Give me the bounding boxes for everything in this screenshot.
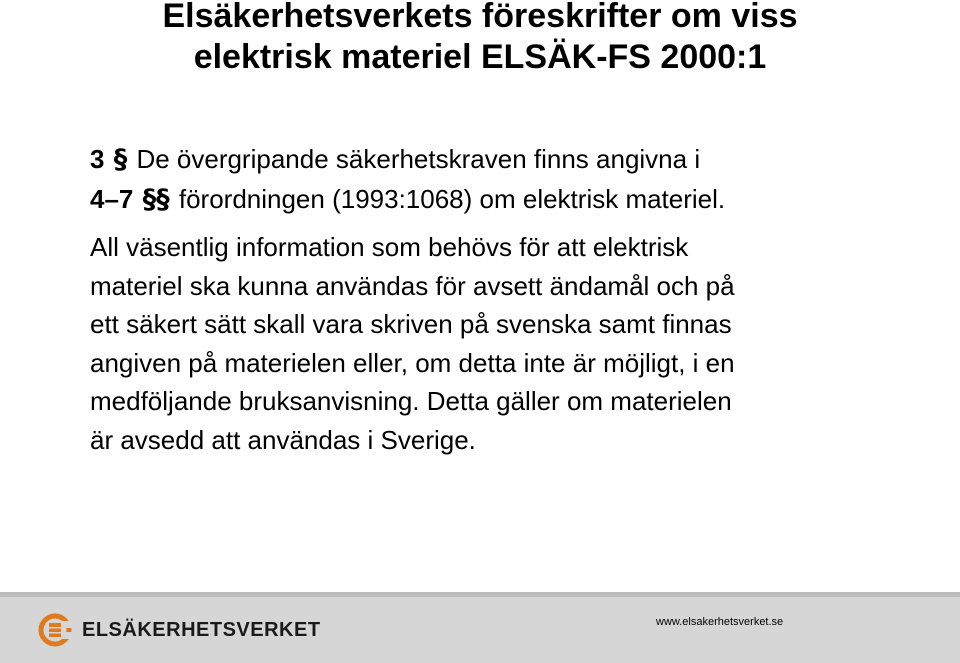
- body-line: materiel ska kunna användas för avsett ändamål och på: [90, 270, 735, 301]
- body-line: ett säkert sätt skall vara skriven på svenska samt finnas: [90, 309, 732, 339]
- paragraph-sign: §: [113, 144, 128, 175]
- elsakerhetsverket-logo-icon: [38, 613, 72, 647]
- logo-text: ELSÄKERHETSVERKET: [82, 618, 321, 641]
- section-number: 3: [90, 144, 105, 174]
- body-line: angiven på materielen eller, om detta inte är möjligt, i en: [90, 347, 735, 378]
- title-line-1: Elsäkerhetsverkets föreskrifter om viss: [162, 0, 798, 35]
- section-number: 4–7: [90, 184, 134, 214]
- body-line: All väsentlig information som behövs för att elektrisk: [90, 232, 689, 262]
- elsakerhetsverket-logo: [38, 612, 321, 648]
- title-line-2: elektrisk materiel ELSÄK-FS 2000:1: [193, 38, 767, 76]
- section-reference-4-7: [90, 184, 725, 215]
- paragraph-sign: §§: [142, 184, 170, 215]
- section-reference-3: [90, 144, 700, 175]
- body-paragraph: [90, 228, 890, 459]
- section-text: förordningen (1993:1068) om elektrisk materiel.: [178, 184, 726, 214]
- body-line: är avsedd att användas i Sverige.: [90, 424, 476, 455]
- body-line: medföljande bruksanvisning. Detta gäller om materielen: [90, 386, 732, 416]
- section-text: De övergripande säkerhetskraven finns angivna i: [136, 144, 701, 174]
- website-link[interactable]: www.elsakerhetsverket.se: [656, 616, 784, 628]
